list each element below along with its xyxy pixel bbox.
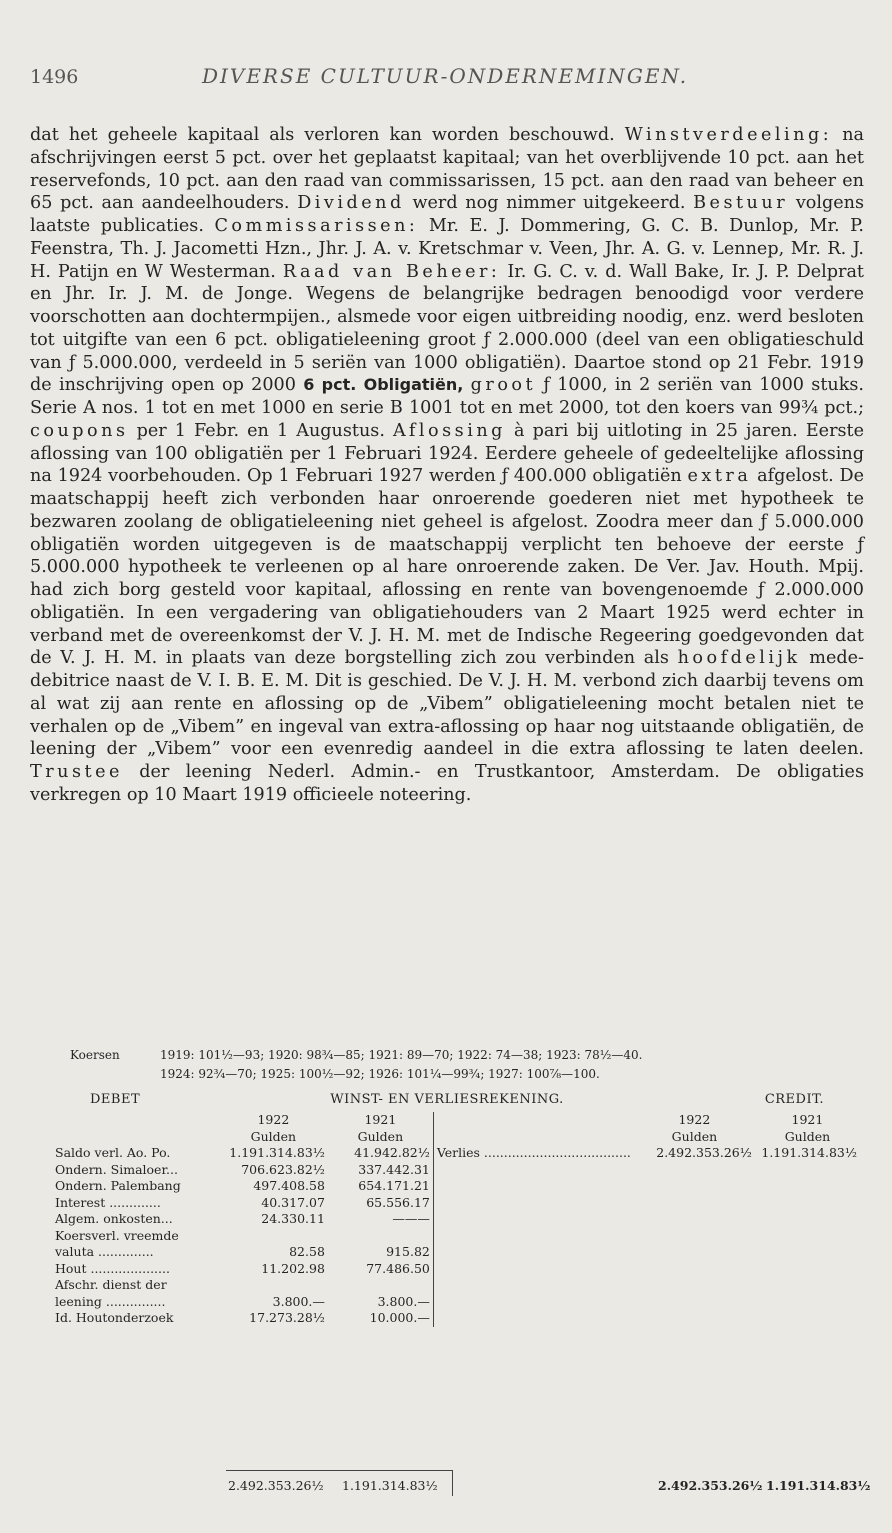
total-debit-1921: 1.191.314.83½ (342, 1478, 438, 1493)
text-run: à pari bij uitloting in 25 jaren. Eerste aflossing van 100 obligatiën per 1 Februari 1924. Eerdere geheele of gedeeltelijke aflossing na 1924 voorbehouden. Op 1 Februari 1927 werden ƒ 400.000 obligatiën (30, 420, 864, 487)
ledger-table (52, 1112, 860, 1327)
cell-1921: 915.82 (386, 1244, 430, 1259)
table-row (52, 1195, 860, 1212)
row-label: Hout .................... (55, 1260, 170, 1276)
cell-1921: 10.000.— (369, 1310, 430, 1325)
cell-1921: 654.171.21 (358, 1178, 430, 1193)
koersen-block (70, 1046, 860, 1084)
winstverdeeling-label: Winstverdeeling: (624, 125, 833, 145)
running-title: DIVERSE CULTUUR-ONDERNEMINGEN. (201, 64, 689, 88)
total-debit-1922: 2.492.353.26½ (228, 1478, 324, 1493)
groot-label: groot (470, 375, 537, 396)
commissarissen-label: Commissarissen: (214, 216, 419, 236)
table-row (52, 1178, 860, 1195)
text-run: dat het geheele kapitaal als verloren kan worden beschouwd. (30, 125, 615, 145)
credit-row-label: Verlies ..................................... (433, 1145, 634, 1162)
row-label: Saldo verl. Ao. Po. (55, 1145, 171, 1160)
koersen-line-2: 1924: 92¾—70; 1925: 100½—92; 1926: 101¼—99¾; 1927: 100⅞—100. (160, 1067, 600, 1081)
table-row (52, 1294, 860, 1311)
col-credit-year-1922: 1922 (678, 1112, 711, 1127)
credit-cell-1921: 1.191.314.83½ (761, 1145, 857, 1160)
table-row (52, 1244, 860, 1261)
cell-1921: 41.942.82½ (354, 1145, 430, 1160)
table-row (52, 1261, 860, 1278)
col-unit: Gulden (357, 1128, 404, 1144)
cell-1921: ——— (392, 1211, 430, 1226)
text-run: na afschrijvingen eerst 5 pct. over het geplaatst kapitaal; van het overblijvende 10 pct. aan het reservefonds, 10 pct. aan den raad van commissarissen, 15 pct. aan den raad van beheer en 65 pct. aan aandeelhouders. (30, 125, 865, 214)
row-label: Algem. onkosten... (55, 1211, 173, 1226)
cell-1922 (219, 1228, 328, 1245)
col-unit: Gulden (671, 1128, 718, 1144)
text-run: Ir. G. C. v. d. Wall Bake, Ir. J. P. Delprat en Jhr. Ir. J. M. de Jonge. Wegens de belangrijke bedragen benoodigd voor verdere voorschotten aan dochtermpijen., alsmede voor eigen uitbreiding noodig, enz. werd besloten tot uitgifte van een 6 pct. obligatieleening groot ƒ 2.000.000 (deel van een obligatieschuld van ƒ 5.000.000, verdeeld in 5 seriën van 1000 obligatiën). Daartoe stond op 21 Febr. 1919 de inschrijving open op 2000 (30, 261, 865, 396)
credit-cell-1922: 2.492.353.26½ (656, 1145, 752, 1160)
cell-1922: 1.191.314.83½ (229, 1145, 325, 1160)
aflossing-label: Aflossing (393, 420, 506, 441)
extra-label: extra (687, 466, 752, 487)
credit-heading: CREDIT. (764, 1092, 824, 1107)
cell-1921: 3.800.— (377, 1293, 430, 1309)
table-row (52, 1162, 860, 1179)
row-label: valuta .............. (55, 1244, 154, 1259)
row-label: Ondern. Simaloer... (55, 1161, 178, 1177)
ledger-heading (30, 1092, 864, 1114)
dividend-label: Dividend (297, 193, 405, 214)
row-label: Interest ............. (55, 1194, 161, 1210)
cell-1921: 77.486.50 (366, 1260, 430, 1276)
cell-1922: 706.623.82½ (241, 1161, 325, 1177)
col-unit: Gulden (250, 1128, 297, 1144)
text-run: ƒ 1000, in 2 seriën van 1000 stuks. Serie A nos. 1 tot en met 1000 en serie B 1001 tot en met 2000, tot den koers van 99¾ pct.; (30, 375, 865, 418)
col-unit: Gulden (784, 1128, 831, 1144)
row-label: leening ............... (55, 1293, 166, 1309)
hoofdelijk-label: hoofdelijk (677, 648, 801, 669)
col-year-1921: 1921 (364, 1112, 397, 1127)
cell-1922: 11.202.98 (261, 1260, 325, 1276)
table-row (52, 1228, 860, 1245)
body-paragraph (30, 124, 864, 807)
text-run: per 1 Febr. en 1 Augustus. (136, 420, 385, 441)
ledger-title: WINST- EN VERLIESREKENING. (330, 1092, 564, 1107)
text-run: afgelost. De maatschappij heeft zich verbonden haar onroerende goederen niet met hypotheek te bezwaren zoolang de obligatieleening niet geheel is afgelost. Zoodra meer dan ƒ 5.000.000 obligatiën worden uitgegeven is de maatschappij verplicht ten behoeve der eerste ƒ 5.000.000 hypotheek te verleenen op al hare onroerende zaken. De Ver. Jav. Houth. Mpij. had zich borg gesteld voor kapitaal, aflossing en rente van bovengenoemde ƒ 2.000.000 obligatiën. In een vergadering van obligatiehouders van 2 Maart 1925 werd echter in verband met de overeenkomst der V. J. H. M. met de Indische Regeering goedgevonden dat de V. J. H. M. in plaats van deze borgstelling zich zou verbinden als (30, 466, 864, 669)
col-year-1922: 1922 (257, 1112, 290, 1127)
table-row (52, 1277, 860, 1294)
cell-1922: 497.408.58 (253, 1178, 325, 1193)
table-row (52, 1310, 860, 1327)
text-run: mede-debitrice naast de V. I. B. E. M. Dit is geschied. De V. J. H. M. verbond zich daarbij tevens om al wat zij aan rente en aflossing op de „Vibem” obligatieleening mocht betalen niet te verhalen op de „Vibem” en ingeval van extra-aflossing op haar nog uitstaande obligatiën, de leening der „Vibem” voor een evenredig aandeel in die extra aflossing te laten deelen. (30, 648, 864, 760)
text-run: Mr. E. J. Dommering, G. C. B. Dunlop, Mr. P. Feenstra, Th. J. Jacometti Hzn., Jhr. J. A. v. Kretschmar v. Veen, Jhr. A. G. v. Lennep, Mr. R. J. H. Patijn en W Westerman. (30, 216, 865, 282)
text-run: volgens laatste publicaties. (30, 193, 865, 236)
text-run: der leening Nederl. Admin.- en Trustkantoor, Amsterdam. De obligaties verkregen op 10 Maart 1919 officieele noteering. (30, 762, 865, 805)
cell-1922: 82.58 (289, 1244, 325, 1259)
total-rule (226, 1470, 452, 1471)
total-credit-1921: 1.191.314.83½ (766, 1478, 871, 1493)
koersen-label: Koersen (70, 1048, 120, 1062)
debet-heading: DEBET (90, 1092, 141, 1107)
page-number: 1496 (30, 66, 79, 88)
cell-1921 (328, 1277, 433, 1294)
row-label: Afschr. dienst der (55, 1277, 167, 1292)
table-row (52, 1211, 860, 1228)
cell-1922: 3.800.— (272, 1293, 325, 1309)
trustee-label: Trustee (30, 762, 123, 782)
page-header (30, 62, 860, 98)
obligatien-label: 6 pct. Obligatiën, (303, 375, 464, 395)
cell-1921: 337.442.31 (358, 1161, 430, 1177)
text-run: werd nog nimmer uitgekeerd. (412, 193, 686, 214)
cell-1921 (328, 1228, 433, 1245)
table-row (52, 1145, 860, 1162)
coupons-label: coupons (30, 420, 129, 441)
bestuur-label: Bestuur (693, 193, 789, 214)
cell-1921: 65.556.17 (366, 1194, 430, 1210)
cell-1922: 40.317.07 (261, 1194, 325, 1210)
row-label: Koersverl. vreemde (55, 1227, 179, 1243)
total-credit-1922: 2.492.353.26½ (658, 1478, 763, 1493)
row-label: Ondern. Palembang (55, 1178, 181, 1193)
totals-row (52, 1474, 871, 1498)
koersen-line-1: 1919: 101½—93; 1920: 98¾—85; 1921: 89—70; 1922: 74—38; 1923: 78½—40. (160, 1048, 643, 1062)
col-credit-year-1921: 1921 (791, 1112, 824, 1127)
cell-1922: 24.330.11 (261, 1211, 325, 1226)
cell-1922 (219, 1277, 328, 1294)
row-label: Id. Houtonderzoek (55, 1310, 174, 1325)
cell-1922: 17.273.28½ (249, 1310, 325, 1325)
raad-van-beheer-label: Raad van Beheer: (282, 261, 501, 282)
